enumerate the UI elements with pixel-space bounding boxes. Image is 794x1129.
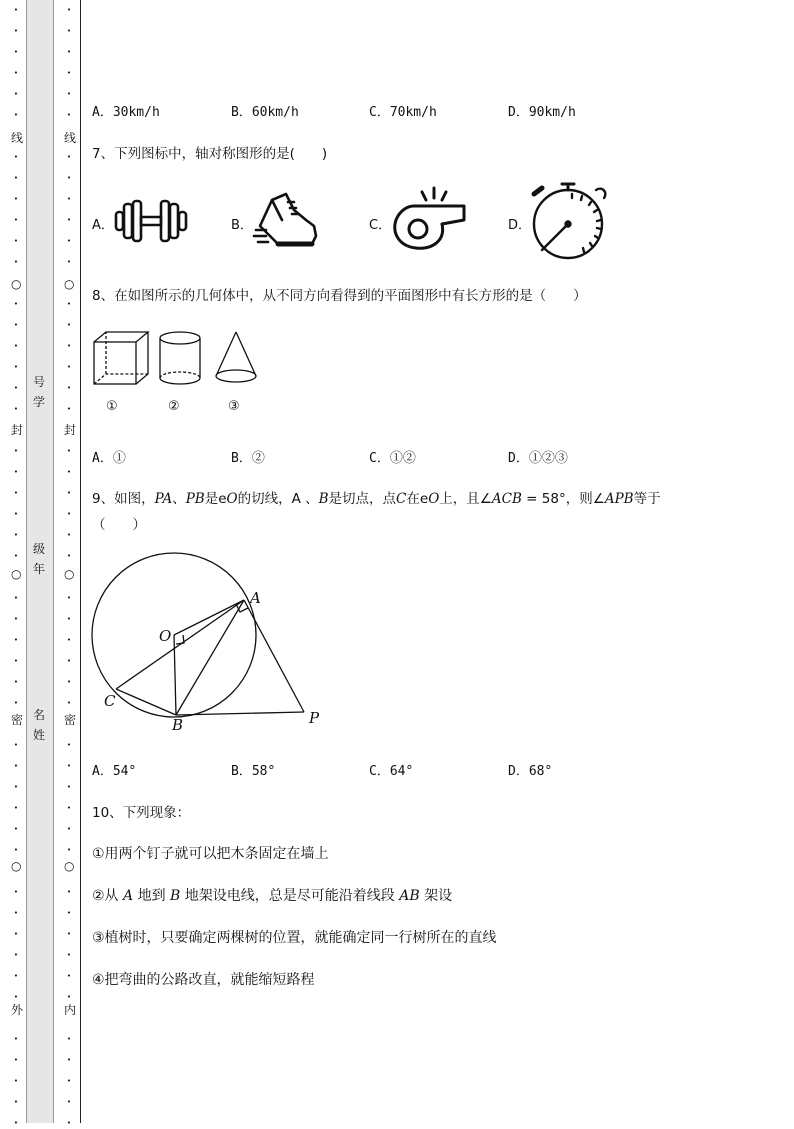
seal-dot: • <box>13 531 19 539</box>
seal-dot: • <box>13 300 19 308</box>
q7-stem: 7、下列图标中，轴对称图形的是( ) <box>92 146 328 162</box>
seal-dot: • <box>13 657 19 665</box>
seal-dot: • <box>13 6 19 14</box>
q6-option-c[interactable]: C．70km/h <box>369 105 437 120</box>
seal-dot: • <box>66 1035 72 1043</box>
seal-dot: • <box>13 594 19 602</box>
q9-stem-part: 等于 <box>633 491 661 507</box>
q6-option-b[interactable]: B．60km/h <box>231 105 299 120</box>
q10-item-3: ③植树时，只要确定两棵树的位置，就能确定同一行树所在的直线 <box>92 930 497 946</box>
cone-label: ③ <box>228 399 240 414</box>
seal-dot: • <box>66 48 72 56</box>
q10-item-2-part: AB <box>399 888 420 904</box>
q9-stem-part: 是切点，点 <box>328 491 397 507</box>
q8-option-c[interactable]: C．①② <box>369 451 416 466</box>
seal-dot: • <box>13 615 19 623</box>
q10-stem: 10、下列现象： <box>92 805 191 821</box>
margin-divider <box>53 0 54 1123</box>
seal-dot: • <box>13 111 19 119</box>
seal-dot: • <box>13 90 19 98</box>
q9-option-c[interactable]: C．64° <box>369 764 414 779</box>
q9-stem-part: 9、如图， <box>92 491 155 507</box>
q7-option-b-label[interactable]: B． <box>231 218 253 233</box>
inner-seal-line <box>64 0 77 1127</box>
seal-dot: • <box>13 825 19 833</box>
seal-dot: • <box>13 972 19 980</box>
seal-dot: • <box>66 636 72 644</box>
seal-dot: • <box>13 342 19 350</box>
seal-dot: • <box>13 930 19 938</box>
seal-dot: • <box>66 699 72 707</box>
q9-stem-part: 上，且∠ <box>439 491 492 507</box>
seal-mark: ○ <box>11 859 22 873</box>
tangent-pb <box>176 712 304 715</box>
q10-item-1: ①用两个钉子就可以把木条固定在墙上 <box>92 846 329 862</box>
segment-ca <box>116 600 244 689</box>
q9-stem-part: 、 <box>172 491 186 507</box>
seal-dot: • <box>66 90 72 98</box>
q7-option-d-label[interactable]: D． <box>508 218 532 233</box>
margin-border-line <box>80 0 81 1123</box>
q9-figure <box>90 548 330 738</box>
cone-figure <box>214 330 262 388</box>
cylinder-figure <box>158 330 204 388</box>
seal-dot: • <box>13 447 19 455</box>
seal-dot: • <box>66 300 72 308</box>
student-id-field <box>26 372 52 412</box>
field-char: 级 <box>32 542 45 556</box>
seal-dot: • <box>13 993 19 1001</box>
q9-stem-part: 是e <box>204 491 227 507</box>
seal-dot: • <box>66 510 72 518</box>
seal-dot: • <box>66 1098 72 1106</box>
seal-dot: • <box>13 321 19 329</box>
q6-option-a[interactable]: A．30km/h <box>92 105 160 120</box>
seal-dot: • <box>66 237 72 245</box>
seal-dot: • <box>66 594 72 602</box>
seal-mark: ○ <box>64 567 75 581</box>
seal-dot: • <box>66 447 72 455</box>
seal-dot: • <box>66 405 72 413</box>
seal-mark: 线 <box>64 131 77 145</box>
seal-dot: • <box>66 762 72 770</box>
seal-dot: • <box>13 216 19 224</box>
q9-stem <box>92 487 661 507</box>
seal-mark: ○ <box>11 567 22 581</box>
seal-dot: • <box>13 510 19 518</box>
q10-item-2-part: 地架设电线，总是尽可能沿着线段 <box>180 888 400 904</box>
seal-dot: • <box>66 489 72 497</box>
point-c-label: C <box>104 692 116 710</box>
seal-dot: • <box>13 405 19 413</box>
point-b-label: B <box>172 716 184 734</box>
seal-dot: • <box>13 468 19 476</box>
seal-dot: • <box>66 825 72 833</box>
field-char: 姓 <box>32 728 45 742</box>
q9-option-a[interactable]: A．54° <box>92 764 137 779</box>
field-char: 学 <box>32 395 45 409</box>
q8-option-b[interactable]: B．② <box>231 451 265 466</box>
seal-dot: • <box>66 1119 72 1127</box>
q9-stem-part: PB <box>185 491 205 507</box>
seal-dot: • <box>66 846 72 854</box>
seal-dot: • <box>13 552 19 560</box>
seal-dot: • <box>66 153 72 161</box>
seal-dot: • <box>66 195 72 203</box>
dumbbell-icon <box>114 198 190 246</box>
seal-dot: • <box>66 552 72 560</box>
seal-mark: ○ <box>11 277 22 291</box>
seal-dot: • <box>13 951 19 959</box>
cube-label: ① <box>106 399 118 414</box>
seal-dot: • <box>66 1077 72 1085</box>
seal-dot: • <box>13 783 19 791</box>
seal-dot: • <box>13 48 19 56</box>
q10-item-2-part: B <box>170 888 181 904</box>
q9-option-b[interactable]: B．58° <box>231 764 276 779</box>
q9-stem-part: O <box>226 491 238 507</box>
q8-stem: 8、在如图所示的几何体中，从不同方向看得到的平面图形中有长方形的是（ ） <box>92 288 587 304</box>
field-char: 号 <box>32 375 45 389</box>
seal-dot: • <box>66 972 72 980</box>
seal-dot: • <box>66 888 72 896</box>
seal-dot: • <box>13 741 19 749</box>
seal-dot: • <box>66 531 72 539</box>
seal-dot: • <box>66 321 72 329</box>
seal-dot: • <box>66 27 72 35</box>
seal-mark: 内 <box>64 1003 77 1017</box>
q10-item-2-part: 地到 <box>133 888 171 904</box>
q10-item-2-part: ②从 <box>92 888 124 904</box>
seal-dot: • <box>66 1056 72 1064</box>
q9-stem-part: O <box>428 491 440 507</box>
seal-dot: • <box>13 636 19 644</box>
seal-dot: • <box>13 1077 19 1085</box>
q10-item-4: ④把弯曲的公路改直，就能缩短路程 <box>92 972 315 988</box>
q8-option-d[interactable]: D．①②③ <box>508 451 568 466</box>
seal-mark: 外 <box>11 1003 24 1017</box>
seal-dot: • <box>13 1119 19 1127</box>
seal-dot: • <box>13 888 19 896</box>
binding-margin <box>0 0 82 1127</box>
seal-dot: • <box>66 804 72 812</box>
seal-dot: • <box>13 363 19 371</box>
seal-dot: • <box>13 804 19 812</box>
seal-dot: • <box>13 69 19 77</box>
grade-field <box>26 539 52 579</box>
seal-dot: • <box>66 951 72 959</box>
seal-dot: • <box>66 69 72 77</box>
seal-dot: • <box>13 699 19 707</box>
seal-dot: • <box>13 153 19 161</box>
seal-dot: • <box>13 762 19 770</box>
q9-stem-part: B <box>318 491 329 507</box>
seal-dot: • <box>66 174 72 182</box>
q9-stem-part: PA <box>154 491 173 507</box>
cylinder-label: ② <box>168 399 180 414</box>
seal-dot: • <box>66 342 72 350</box>
seal-dot: • <box>66 258 72 266</box>
point-o-label: O <box>159 627 172 645</box>
seal-mark: 线 <box>11 131 24 145</box>
seal-dot: • <box>13 909 19 917</box>
running-shoe-icon <box>252 190 320 250</box>
whistle-icon <box>390 184 472 250</box>
q10-item-2 <box>92 885 452 905</box>
seal-dot: • <box>66 6 72 14</box>
seal-mark: 封 <box>11 423 24 437</box>
seal-dot: • <box>13 1035 19 1043</box>
seal-dot: • <box>13 489 19 497</box>
seal-mark: ○ <box>64 277 75 291</box>
q9-stem-part: APB <box>604 491 634 507</box>
seal-mark: 密 <box>64 713 77 727</box>
seal-mark: ○ <box>64 859 75 873</box>
q9-stem-part: 在e <box>406 491 429 507</box>
q9-stem-part: = 58°，则∠ <box>521 491 605 507</box>
seal-dot: • <box>66 678 72 686</box>
q9-stem-part: 的切线，A 、 <box>237 491 319 507</box>
point-a-label: A <box>250 589 261 607</box>
seal-dot: • <box>13 258 19 266</box>
seal-dot: • <box>66 930 72 938</box>
seal-dot: • <box>66 783 72 791</box>
cube-figure <box>92 330 152 388</box>
q7-option-a-label[interactable]: A． <box>92 218 114 233</box>
q9-stem-part: C <box>396 491 407 507</box>
stopwatch-icon <box>528 180 614 262</box>
seal-dot: • <box>66 468 72 476</box>
seal-dot: • <box>66 615 72 623</box>
seal-mark: 封 <box>64 423 77 437</box>
seal-dot: • <box>13 846 19 854</box>
seal-dot: • <box>13 1098 19 1106</box>
q10-item-2-part: 架设 <box>419 888 453 904</box>
q10-item-2-part: A <box>123 888 134 904</box>
seal-dot: • <box>13 678 19 686</box>
seal-dot: • <box>66 909 72 917</box>
point-p-label: P <box>309 709 320 727</box>
seal-dot: • <box>66 363 72 371</box>
q7-option-c-label[interactable]: C． <box>369 218 392 233</box>
seal-dot: • <box>66 216 72 224</box>
seal-dot: • <box>13 27 19 35</box>
segment-cb <box>116 689 176 715</box>
seal-dot: • <box>66 384 72 392</box>
seal-mark: 密 <box>11 713 24 727</box>
q9-option-d[interactable]: D．68° <box>508 764 553 779</box>
seal-dot: • <box>66 741 72 749</box>
seal-dot: • <box>13 195 19 203</box>
field-char: 名 <box>32 708 45 722</box>
seal-dot: • <box>66 111 72 119</box>
q6-option-d[interactable]: D．90km/h <box>508 105 576 120</box>
outer-seal-line <box>11 0 24 1127</box>
seal-dot: • <box>13 237 19 245</box>
name-field <box>26 705 52 745</box>
q8-option-a[interactable]: A．① <box>92 451 126 466</box>
seal-dot: • <box>13 174 19 182</box>
seal-dot: • <box>13 384 19 392</box>
q9-stem-part: ACB <box>491 491 522 507</box>
seal-dot: • <box>66 993 72 1001</box>
q9-stem-line2: （ ） <box>92 517 146 533</box>
seal-dot: • <box>13 1056 19 1064</box>
field-char: 年 <box>32 562 45 576</box>
seal-dot: • <box>66 657 72 665</box>
